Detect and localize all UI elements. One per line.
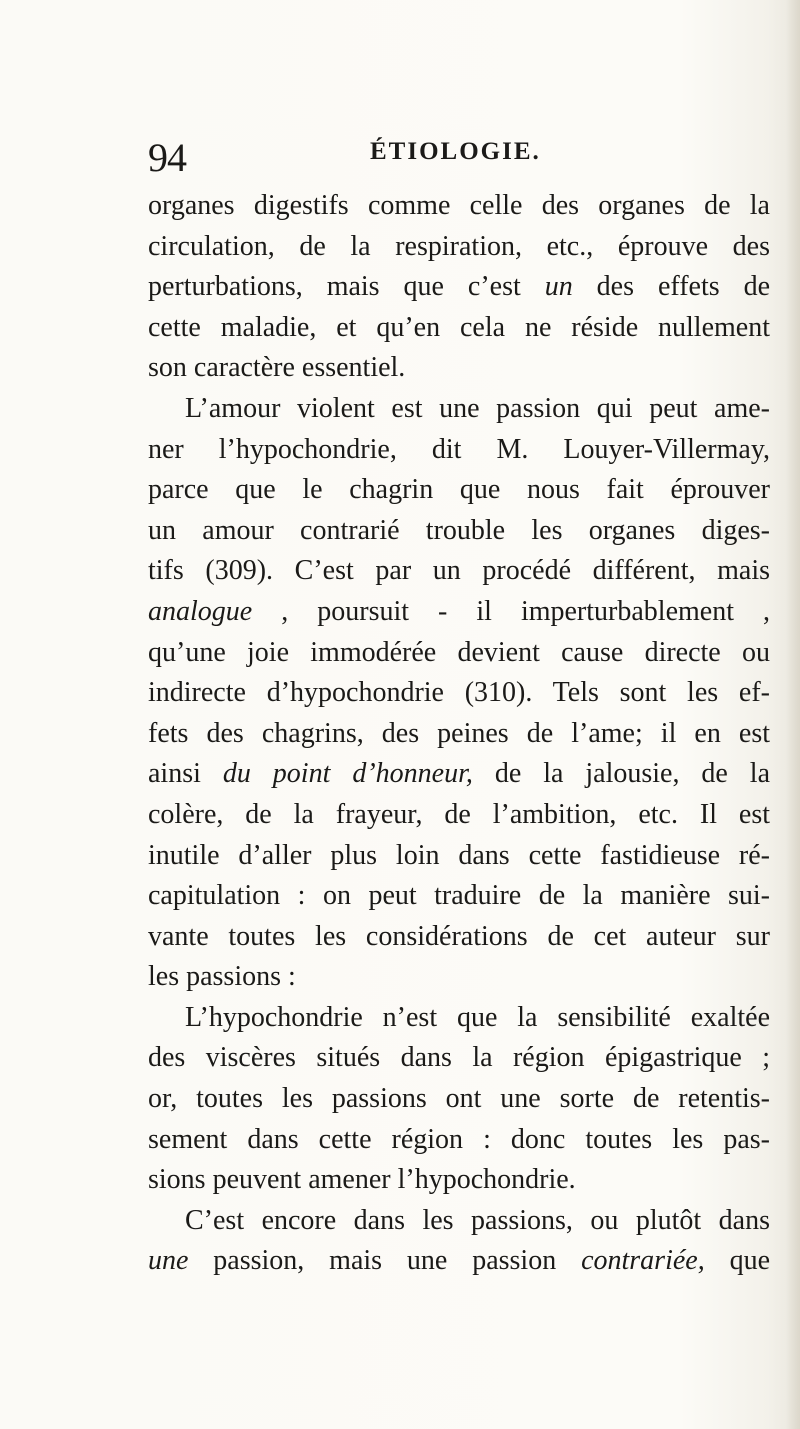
text-segment: indirecte d’hypochondrie (310). Tels sont les ef- <box>148 677 770 709</box>
text-segment: sement dans cette région : donc toutes les pas- <box>148 1123 770 1155</box>
body-text <box>148 186 770 1282</box>
text-segment: un amour contrarié trouble les organes diges- <box>148 514 770 546</box>
text-line <box>148 227 770 268</box>
text-line <box>148 1201 770 1242</box>
text-line <box>148 1160 770 1201</box>
page-header <box>148 128 748 188</box>
text-line <box>148 551 770 592</box>
text-segment: parce que le chagrin que nous fait éprouver <box>148 474 770 506</box>
text-segment: de la jalousie, de la <box>472 758 770 790</box>
page-edge-shadow <box>786 0 800 1429</box>
text-line <box>148 957 770 998</box>
text-line <box>148 673 770 714</box>
text-line <box>148 267 770 308</box>
text-segment: perturbations, mais que c’est <box>148 271 545 303</box>
text-segment: inutile d’aller plus loin dans cette fastidieuse ré- <box>148 839 770 871</box>
text-segment: C’est encore dans les passions, ou plutôt dans <box>185 1204 770 1236</box>
text-segment: vante toutes les considérations de cet auteur sur <box>148 920 770 952</box>
text-segment: circulation, de la respiration, etc., éprouve des <box>148 230 770 262</box>
text-segment: les passions : <box>148 961 296 993</box>
text-segment: que <box>704 1245 770 1277</box>
text-segment: , poursuit - il imperturbablement , <box>252 595 770 627</box>
text-segment: ainsi <box>148 758 223 790</box>
text-line <box>148 1038 770 1079</box>
text-segment: L’amour violent est une passion qui peut ame- <box>185 392 770 424</box>
text-line <box>148 795 770 836</box>
text-line <box>148 430 770 471</box>
text-line <box>148 348 770 389</box>
text-segment: tifs (309). C’est par un procédé différent, mais <box>148 555 770 587</box>
page-number: 94 <box>148 135 186 180</box>
text-line <box>148 1241 770 1282</box>
text-segment: des viscères situés dans la région épigastrique ; <box>148 1042 770 1074</box>
text-segment: qu’une joie immodérée devient cause directe ou <box>148 636 770 668</box>
text-segment: capitulation : on peut traduire de la manière sui- <box>148 880 770 912</box>
text-line <box>148 1079 770 1120</box>
text-line <box>148 389 770 430</box>
text-segment: fets des chagrins, des peines de l’ame; il en est <box>148 717 770 749</box>
text-line <box>148 917 770 958</box>
text-line <box>148 592 770 633</box>
running-head: ÉTIOLOGIE. <box>370 138 541 165</box>
text-segment: cette maladie, et qu’en cela ne réside nullement <box>148 311 770 343</box>
text-line <box>148 308 770 349</box>
text-line <box>148 511 770 552</box>
text-segment: colère, de la frayeur, de l’ambition, etc. Il est <box>148 798 770 830</box>
text-segment: passion, mais une passion <box>188 1245 582 1277</box>
text-segment: ner l’hypochondrie, dit M. Louyer-Villermay, <box>148 433 770 465</box>
text-line <box>148 754 770 795</box>
italic-text: une <box>148 1245 189 1277</box>
text-segment: organes digestifs comme celle des organes de la <box>148 190 770 221</box>
text-line <box>148 714 770 755</box>
text-line <box>148 186 770 227</box>
text-line <box>148 836 770 877</box>
text-line <box>148 876 770 917</box>
text-line <box>148 1120 770 1161</box>
text-segment: sions peuvent amener l’hypochondrie. <box>148 1164 576 1196</box>
text-line <box>148 633 770 674</box>
text-line <box>148 998 770 1039</box>
text-segment: or, toutes les passions ont une sorte de retentis- <box>148 1083 770 1115</box>
text-segment: L’hypochondrie n’est que la sensibilité exaltée <box>185 1001 770 1033</box>
italic-text: un <box>544 271 573 303</box>
text-segment: son caractère essentiel. <box>148 352 406 384</box>
italic-text: analogue <box>148 595 253 627</box>
italic-text: contrariée, <box>581 1245 705 1277</box>
italic-text: du point d’honneur, <box>222 758 473 790</box>
text-segment: des effets de <box>572 271 770 303</box>
text-line <box>148 470 770 511</box>
